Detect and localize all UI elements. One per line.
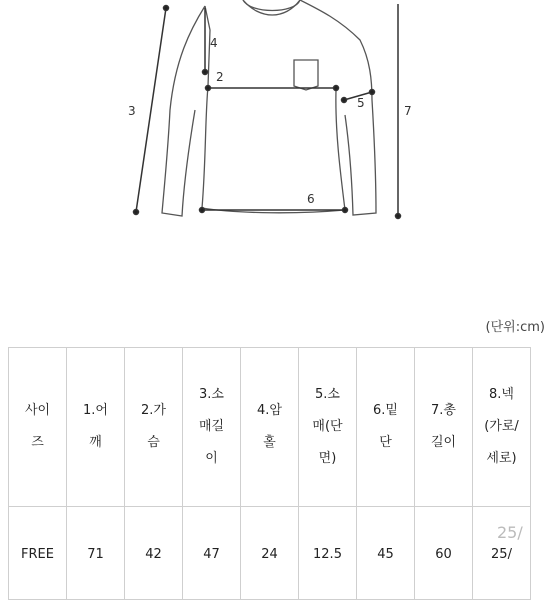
- header-cell: 6.밑단: [357, 348, 415, 507]
- table-cell: 47: [183, 507, 241, 600]
- table-cell: 60: [415, 507, 473, 600]
- table-cell: 71: [67, 507, 125, 600]
- watermark: 25/: [497, 523, 523, 542]
- measure-label-6: 6: [307, 192, 315, 206]
- header-cell: 2.가슴: [125, 348, 183, 507]
- measure-label-4: 4: [210, 36, 218, 50]
- header-cell: 5.소매(단면): [299, 348, 357, 507]
- table-cell: FREE: [9, 507, 67, 600]
- garment-outline: [0, 0, 553, 240]
- header-cell: 1.어깨: [67, 348, 125, 507]
- measure-label-2: 2: [216, 70, 224, 84]
- unit-note: (단위:cm): [485, 320, 545, 335]
- size-diagram: [0, 0, 553, 240]
- table-header-row: [9, 348, 531, 507]
- table-row: [9, 507, 531, 600]
- measure-label-3: 3: [128, 104, 136, 118]
- header-cell: 사이즈: [9, 348, 67, 507]
- header-cell: 4.암홀: [241, 348, 299, 507]
- header-cell: 3.소매길이: [183, 348, 241, 507]
- header-cell: 7.총길이: [415, 348, 473, 507]
- table-cell: 25/: [473, 507, 531, 600]
- table-cell: 45: [357, 507, 415, 600]
- size-table: [8, 347, 531, 600]
- table-cell: 42: [125, 507, 183, 600]
- measure-label-5: 5: [357, 96, 365, 110]
- header-cell: 8.넥(가로/세로): [473, 348, 531, 507]
- table-cell: 12.5: [299, 507, 357, 600]
- table-cell: 24: [241, 507, 299, 600]
- measure-label-7: 7: [404, 104, 412, 118]
